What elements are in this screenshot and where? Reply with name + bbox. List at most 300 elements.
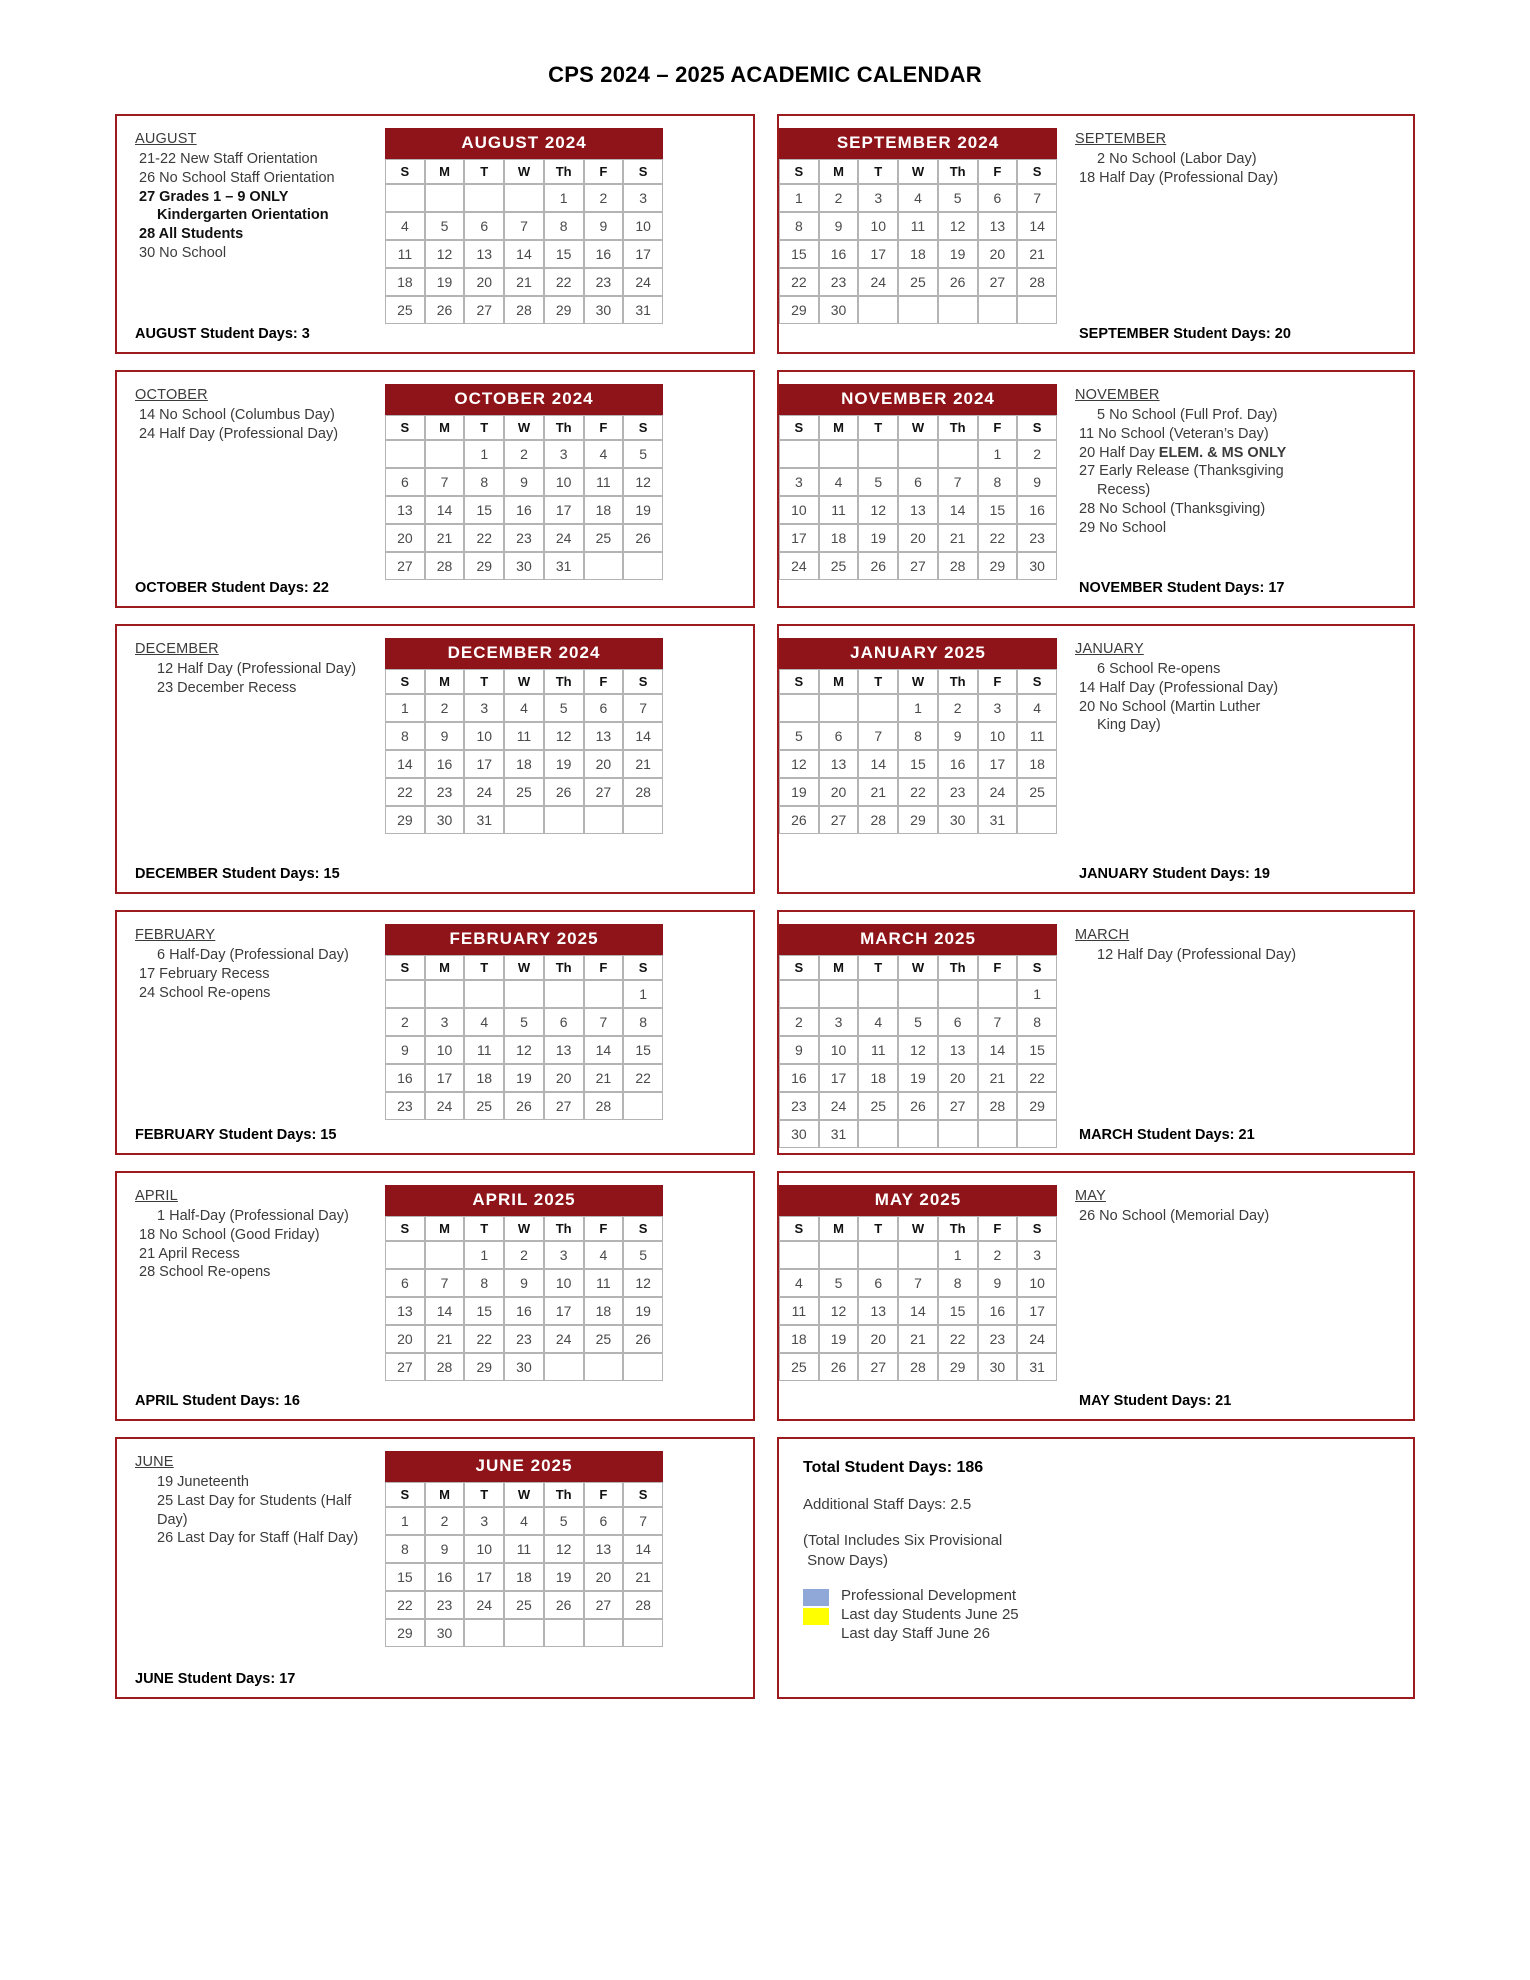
day-cell-august-31: 31 (623, 296, 663, 324)
legend (803, 1587, 1019, 1644)
week-row (779, 1064, 1057, 1092)
day-cell-may-15: 15 (938, 1297, 978, 1325)
student-days-august: AUGUST Student Days: 3 (135, 326, 310, 343)
day-cell-february-26: 26 (504, 1092, 544, 1120)
week-row (779, 1036, 1057, 1064)
day-cell-november-8: 8 (978, 468, 1018, 496)
day-cell-january-21: 21 (858, 778, 898, 806)
day-cell-empty (819, 1241, 859, 1269)
day-cell-empty (978, 1120, 1018, 1148)
weekday-header-5: F (584, 955, 624, 980)
note-december-0: 12 Half Day (Professional Day) (157, 660, 357, 677)
day-cell-december-29: 29 (385, 806, 425, 834)
day-cell-august-17: 17 (623, 240, 663, 268)
day-cell-may-16: 16 (978, 1297, 1018, 1325)
calendar-title-september: SEPTEMBER 2024 (779, 128, 1057, 159)
weekday-header-1: M (819, 955, 859, 980)
day-cell-january-22: 22 (898, 778, 938, 806)
day-cell-may-24: 24 (1017, 1325, 1057, 1353)
notes-february (117, 912, 385, 1153)
day-cell-empty (858, 1241, 898, 1269)
day-cell-october-30: 30 (504, 552, 544, 580)
day-cell-june-4: 4 (504, 1507, 544, 1535)
day-cell-june-27: 27 (584, 1591, 624, 1619)
calendar-wrap-october (385, 372, 663, 606)
calendar-wrap-april (385, 1173, 663, 1419)
legend-row-last-day-staff (803, 1625, 1019, 1644)
day-cell-june-10: 10 (464, 1535, 504, 1563)
note-january-0: 6 School Re-opens (1097, 660, 1221, 677)
day-cell-empty (779, 980, 819, 1008)
day-cell-october-8: 8 (464, 468, 504, 496)
weekday-header-2: T (858, 1216, 898, 1241)
day-cell-june-8: 8 (385, 1535, 425, 1563)
note-april-2: 21 April Recess (139, 1245, 240, 1262)
month-panel-november (777, 370, 1415, 608)
day-cell-november-11: 11 (819, 496, 859, 524)
day-cell-january-31: 31 (978, 806, 1018, 834)
day-cell-may-2: 2 (978, 1241, 1018, 1269)
day-cell-april-9: 9 (504, 1269, 544, 1297)
week-row (779, 778, 1057, 806)
weekday-header-row (385, 1216, 663, 1241)
day-cell-june-19: 19 (544, 1563, 584, 1591)
day-cell-september-20: 20 (978, 240, 1018, 268)
calendar-table-august (385, 128, 663, 324)
calendar-wrap-january (779, 626, 1057, 892)
day-cell-october-6: 6 (385, 468, 425, 496)
day-cell-december-14: 14 (623, 722, 663, 750)
day-cell-empty (385, 980, 425, 1008)
week-row (779, 268, 1057, 296)
day-cell-june-9: 9 (425, 1535, 465, 1563)
weekday-header-3: W (504, 669, 544, 694)
weekday-header-4: Th (544, 669, 584, 694)
day-cell-march-18: 18 (858, 1064, 898, 1092)
notes-heading-may: MAY (1075, 1188, 1106, 1204)
calendar-wrap-december (385, 626, 663, 892)
day-cell-october-15: 15 (464, 496, 504, 524)
day-cell-empty (584, 806, 624, 834)
calendar-title-october: OCTOBER 2024 (385, 384, 663, 415)
day-cell-empty (544, 1353, 584, 1381)
week-row (779, 184, 1057, 212)
day-cell-august-2: 2 (584, 184, 624, 212)
day-cell-january-13: 13 (819, 750, 859, 778)
week-row (385, 778, 663, 806)
day-cell-november-26: 26 (858, 552, 898, 580)
day-cell-march-11: 11 (858, 1036, 898, 1064)
student-days-march: MARCH Student Days: 21 (1079, 1127, 1255, 1144)
day-cell-august-10: 10 (623, 212, 663, 240)
day-cell-september-25: 25 (898, 268, 938, 296)
day-cell-february-28: 28 (584, 1092, 624, 1120)
day-cell-august-3: 3 (623, 184, 663, 212)
week-row (385, 1064, 663, 1092)
week-row (385, 1535, 663, 1563)
day-cell-november-23: 23 (1017, 524, 1057, 552)
day-cell-empty (938, 1120, 978, 1148)
notes-december (117, 626, 385, 892)
day-cell-august-19: 19 (425, 268, 465, 296)
day-cell-august-25: 25 (385, 296, 425, 324)
day-cell-august-30: 30 (584, 296, 624, 324)
day-cell-april-1: 1 (464, 1241, 504, 1269)
weekday-header-4: Th (938, 669, 978, 694)
day-cell-september-1: 1 (779, 184, 819, 212)
day-cell-january-1: 1 (898, 694, 938, 722)
day-cell-october-7: 7 (425, 468, 465, 496)
day-cell-may-4: 4 (779, 1269, 819, 1297)
day-cell-october-10: 10 (544, 468, 584, 496)
day-cell-april-24: 24 (544, 1325, 584, 1353)
day-cell-august-26: 26 (425, 296, 465, 324)
calendar-table-april (385, 1185, 663, 1381)
day-cell-june-30: 30 (425, 1619, 465, 1647)
day-cell-october-2: 2 (504, 440, 544, 468)
day-cell-empty (898, 440, 938, 468)
day-cell-august-23: 23 (584, 268, 624, 296)
day-cell-june-17: 17 (464, 1563, 504, 1591)
day-cell-december-3: 3 (464, 694, 504, 722)
week-row (779, 440, 1057, 468)
day-cell-april-12: 12 (623, 1269, 663, 1297)
day-cell-september-26: 26 (938, 268, 978, 296)
day-cell-january-15: 15 (898, 750, 938, 778)
day-cell-empty (779, 1241, 819, 1269)
weekday-header-5: F (584, 669, 624, 694)
weekday-header-6: S (1017, 1216, 1057, 1241)
day-cell-september-17: 17 (858, 240, 898, 268)
week-row (779, 1120, 1057, 1148)
day-cell-may-22: 22 (938, 1325, 978, 1353)
day-cell-empty (978, 296, 1018, 324)
day-cell-october-12: 12 (623, 468, 663, 496)
day-cell-february-10: 10 (425, 1036, 465, 1064)
day-cell-january-4: 4 (1017, 694, 1057, 722)
day-cell-february-27: 27 (544, 1092, 584, 1120)
day-cell-empty (938, 980, 978, 1008)
weekday-header-0: S (385, 1482, 425, 1507)
day-cell-august-27: 27 (464, 296, 504, 324)
calendar-table-june (385, 1451, 663, 1647)
day-cell-january-12: 12 (779, 750, 819, 778)
day-cell-september-5: 5 (938, 184, 978, 212)
day-cell-december-21: 21 (623, 750, 663, 778)
note-february-2: 24 School Re-opens (139, 984, 271, 1001)
day-cell-november-2: 2 (1017, 440, 1057, 468)
day-cell-october-25: 25 (584, 524, 624, 552)
day-cell-february-7: 7 (584, 1008, 624, 1036)
day-cell-february-17: 17 (425, 1064, 465, 1092)
weekday-header-2: T (858, 415, 898, 440)
day-cell-january-29: 29 (898, 806, 938, 834)
day-cell-november-28: 28 (938, 552, 978, 580)
weekday-header-4: Th (938, 1216, 978, 1241)
calendar-wrap-february (385, 912, 663, 1153)
day-cell-august-14: 14 (504, 240, 544, 268)
weekday-header-6: S (1017, 669, 1057, 694)
day-cell-february-13: 13 (544, 1036, 584, 1064)
calendar-table-january (779, 638, 1057, 834)
weekday-header-0: S (385, 159, 425, 184)
day-cell-june-11: 11 (504, 1535, 544, 1563)
note-january-2: 20 No School (Martin Luther (1079, 698, 1261, 715)
day-cell-december-4: 4 (504, 694, 544, 722)
weekday-header-3: W (504, 1216, 544, 1241)
day-cell-december-20: 20 (584, 750, 624, 778)
note-december-1: 23 December Recess (157, 679, 297, 696)
week-row (779, 1297, 1057, 1325)
weekday-header-0: S (385, 955, 425, 980)
day-cell-september-12: 12 (938, 212, 978, 240)
day-cell-empty (819, 694, 859, 722)
day-cell-april-29: 29 (464, 1353, 504, 1381)
note-september-1: 18 Half Day (Professional Day) (1079, 169, 1279, 186)
notes-heading-october: OCTOBER (135, 387, 208, 403)
day-cell-november-6: 6 (898, 468, 938, 496)
day-cell-january-14: 14 (858, 750, 898, 778)
day-cell-january-10: 10 (978, 722, 1018, 750)
student-days-may: MAY Student Days: 21 (1079, 1393, 1232, 1410)
day-cell-empty (898, 296, 938, 324)
calendar-title-january: JANUARY 2025 (779, 638, 1057, 669)
day-cell-december-23: 23 (425, 778, 465, 806)
day-cell-december-18: 18 (504, 750, 544, 778)
weekday-header-4: Th (938, 415, 978, 440)
day-cell-january-5: 5 (779, 722, 819, 750)
day-cell-november-10: 10 (779, 496, 819, 524)
calendar-table-october (385, 384, 663, 580)
notes-may (1057, 1173, 1327, 1419)
day-cell-november-15: 15 (978, 496, 1018, 524)
day-cell-empty (464, 980, 504, 1008)
day-cell-september-11: 11 (898, 212, 938, 240)
day-cell-april-11: 11 (584, 1269, 624, 1297)
day-cell-january-25: 25 (1017, 778, 1057, 806)
day-cell-april-14: 14 (425, 1297, 465, 1325)
month-panel-february (115, 910, 755, 1155)
day-cell-april-4: 4 (584, 1241, 624, 1269)
day-cell-empty (898, 1241, 938, 1269)
notes-september (1057, 116, 1327, 352)
day-cell-june-1: 1 (385, 1507, 425, 1535)
week-row (385, 750, 663, 778)
weekday-header-3: W (504, 1482, 544, 1507)
day-cell-february-1: 1 (623, 980, 663, 1008)
day-cell-february-3: 3 (425, 1008, 465, 1036)
day-cell-may-21: 21 (898, 1325, 938, 1353)
day-cell-august-28: 28 (504, 296, 544, 324)
day-cell-june-14: 14 (623, 1535, 663, 1563)
day-cell-january-2: 2 (938, 694, 978, 722)
day-cell-august-20: 20 (464, 268, 504, 296)
weekday-header-3: W (898, 1216, 938, 1241)
total-student-days: Total Student Days: 186 (803, 1459, 984, 1476)
day-cell-june-29: 29 (385, 1619, 425, 1647)
day-cell-october-4: 4 (584, 440, 624, 468)
day-cell-august-7: 7 (504, 212, 544, 240)
day-cell-february-22: 22 (623, 1064, 663, 1092)
day-cell-november-19: 19 (858, 524, 898, 552)
notes-spacer-october (135, 444, 379, 574)
day-cell-november-7: 7 (938, 468, 978, 496)
notes-november (1057, 372, 1327, 606)
day-cell-august-24: 24 (623, 268, 663, 296)
day-cell-february-25: 25 (464, 1092, 504, 1120)
day-cell-june-3: 3 (464, 1507, 504, 1535)
weekday-header-6: S (623, 669, 663, 694)
summary-gap-2 (803, 1515, 1019, 1531)
day-cell-april-22: 22 (464, 1325, 504, 1353)
day-cell-november-22: 22 (978, 524, 1018, 552)
weekday-header-1: M (425, 415, 465, 440)
notes-spacer-august (135, 263, 379, 319)
day-cell-october-3: 3 (544, 440, 584, 468)
day-cell-december-11: 11 (504, 722, 544, 750)
day-cell-empty (819, 440, 859, 468)
legend-swatch-last-day-icon (803, 1608, 829, 1625)
week-row (385, 1269, 663, 1297)
day-cell-august-1: 1 (544, 184, 584, 212)
week-row (385, 240, 663, 268)
day-cell-april-5: 5 (623, 1241, 663, 1269)
day-cell-empty (504, 184, 544, 212)
day-cell-november-5: 5 (858, 468, 898, 496)
weekday-header-5: F (584, 159, 624, 184)
weekday-header-0: S (779, 1216, 819, 1241)
week-row (779, 296, 1057, 324)
notes-spacer-june (135, 1548, 379, 1664)
day-cell-november-30: 30 (1017, 552, 1057, 580)
day-cell-april-13: 13 (385, 1297, 425, 1325)
day-cell-december-22: 22 (385, 778, 425, 806)
calendar-table-february (385, 924, 663, 1120)
day-cell-october-28: 28 (425, 552, 465, 580)
day-cell-december-6: 6 (584, 694, 624, 722)
day-cell-april-26: 26 (623, 1325, 663, 1353)
day-cell-june-23: 23 (425, 1591, 465, 1619)
day-cell-september-10: 10 (858, 212, 898, 240)
day-cell-august-13: 13 (464, 240, 504, 268)
day-cell-march-27: 27 (938, 1092, 978, 1120)
weekday-header-4: Th (938, 955, 978, 980)
calendar-table-march (779, 924, 1057, 1148)
day-cell-august-29: 29 (544, 296, 584, 324)
weekday-header-row (779, 159, 1057, 184)
weekday-header-1: M (819, 1216, 859, 1241)
day-cell-april-23: 23 (504, 1325, 544, 1353)
day-cell-january-27: 27 (819, 806, 859, 834)
calendar-wrap-march (779, 912, 1057, 1153)
week-row (385, 1563, 663, 1591)
day-cell-january-20: 20 (819, 778, 859, 806)
week-row (385, 552, 663, 580)
month-panel-december (115, 624, 755, 894)
day-cell-december-14: 14 (385, 750, 425, 778)
day-cell-october-19: 19 (623, 496, 663, 524)
day-cell-june-16: 16 (425, 1563, 465, 1591)
day-cell-october-11: 11 (584, 468, 624, 496)
week-row (779, 750, 1057, 778)
day-cell-august-12: 12 (425, 240, 465, 268)
calendar-row-6 (115, 1437, 1415, 1699)
notes-heading-september: SEPTEMBER (1075, 131, 1167, 147)
weekday-header-2: T (464, 415, 504, 440)
weekday-header-row (385, 1482, 663, 1507)
notes-january (1057, 626, 1327, 892)
note-january-3: King Day) (1097, 717, 1161, 734)
day-cell-november-3: 3 (779, 468, 819, 496)
day-cell-may-23: 23 (978, 1325, 1018, 1353)
calendar-row-3 (115, 624, 1415, 894)
day-cell-october-31: 31 (544, 552, 584, 580)
calendar-table-november (779, 384, 1057, 580)
day-cell-empty (623, 552, 663, 580)
day-cell-may-31: 31 (1017, 1353, 1057, 1381)
student-days-october: OCTOBER Student Days: 22 (135, 580, 329, 597)
day-cell-february-20: 20 (544, 1064, 584, 1092)
week-row (779, 1008, 1057, 1036)
day-cell-june-7: 7 (623, 1507, 663, 1535)
day-cell-empty (858, 296, 898, 324)
day-cell-september-18: 18 (898, 240, 938, 268)
weekday-header-6: S (1017, 415, 1057, 440)
day-cell-march-4: 4 (858, 1008, 898, 1036)
day-cell-march-13: 13 (938, 1036, 978, 1064)
day-cell-march-26: 26 (898, 1092, 938, 1120)
day-cell-empty (1017, 806, 1057, 834)
day-cell-may-8: 8 (938, 1269, 978, 1297)
day-cell-march-31: 31 (819, 1120, 859, 1148)
weekday-header-3: W (504, 955, 544, 980)
note-august-5: 30 No School (139, 245, 227, 262)
weekday-header-row (385, 955, 663, 980)
week-row (779, 552, 1057, 580)
day-cell-empty (584, 980, 624, 1008)
day-cell-may-20: 20 (858, 1325, 898, 1353)
calendar-title-november: NOVEMBER 2024 (779, 384, 1057, 415)
day-cell-march-23: 23 (779, 1092, 819, 1120)
weekday-header-5: F (584, 1482, 624, 1507)
day-cell-november-16: 16 (1017, 496, 1057, 524)
day-cell-august-5: 5 (425, 212, 465, 240)
weekday-header-6: S (623, 1216, 663, 1241)
weekday-header-6: S (623, 159, 663, 184)
weekday-header-4: Th (938, 159, 978, 184)
weekday-header-4: Th (544, 955, 584, 980)
calendar-wrap-september (779, 116, 1057, 352)
weekday-header-2: T (858, 669, 898, 694)
weekday-header-6: S (1017, 159, 1057, 184)
student-days-february: FEBRUARY Student Days: 15 (135, 1127, 337, 1144)
day-cell-october-18: 18 (584, 496, 624, 524)
day-cell-june-15: 15 (385, 1563, 425, 1591)
day-cell-march-17: 17 (819, 1064, 859, 1092)
day-cell-february-14: 14 (584, 1036, 624, 1064)
day-cell-empty (978, 980, 1018, 1008)
day-cell-june-28: 28 (623, 1591, 663, 1619)
day-cell-march-1: 1 (1017, 980, 1057, 1008)
weekday-header-1: M (425, 955, 465, 980)
day-cell-february-15: 15 (623, 1036, 663, 1064)
notes-spacer-february (135, 1002, 379, 1120)
weekday-header-3: W (898, 669, 938, 694)
note-november-2: 20 Half Day ELEM. & MS ONLY (1079, 444, 1287, 461)
week-row (779, 1092, 1057, 1120)
day-cell-march-7: 7 (978, 1008, 1018, 1036)
note-august-3: Kindergarten Orientation (157, 207, 329, 224)
